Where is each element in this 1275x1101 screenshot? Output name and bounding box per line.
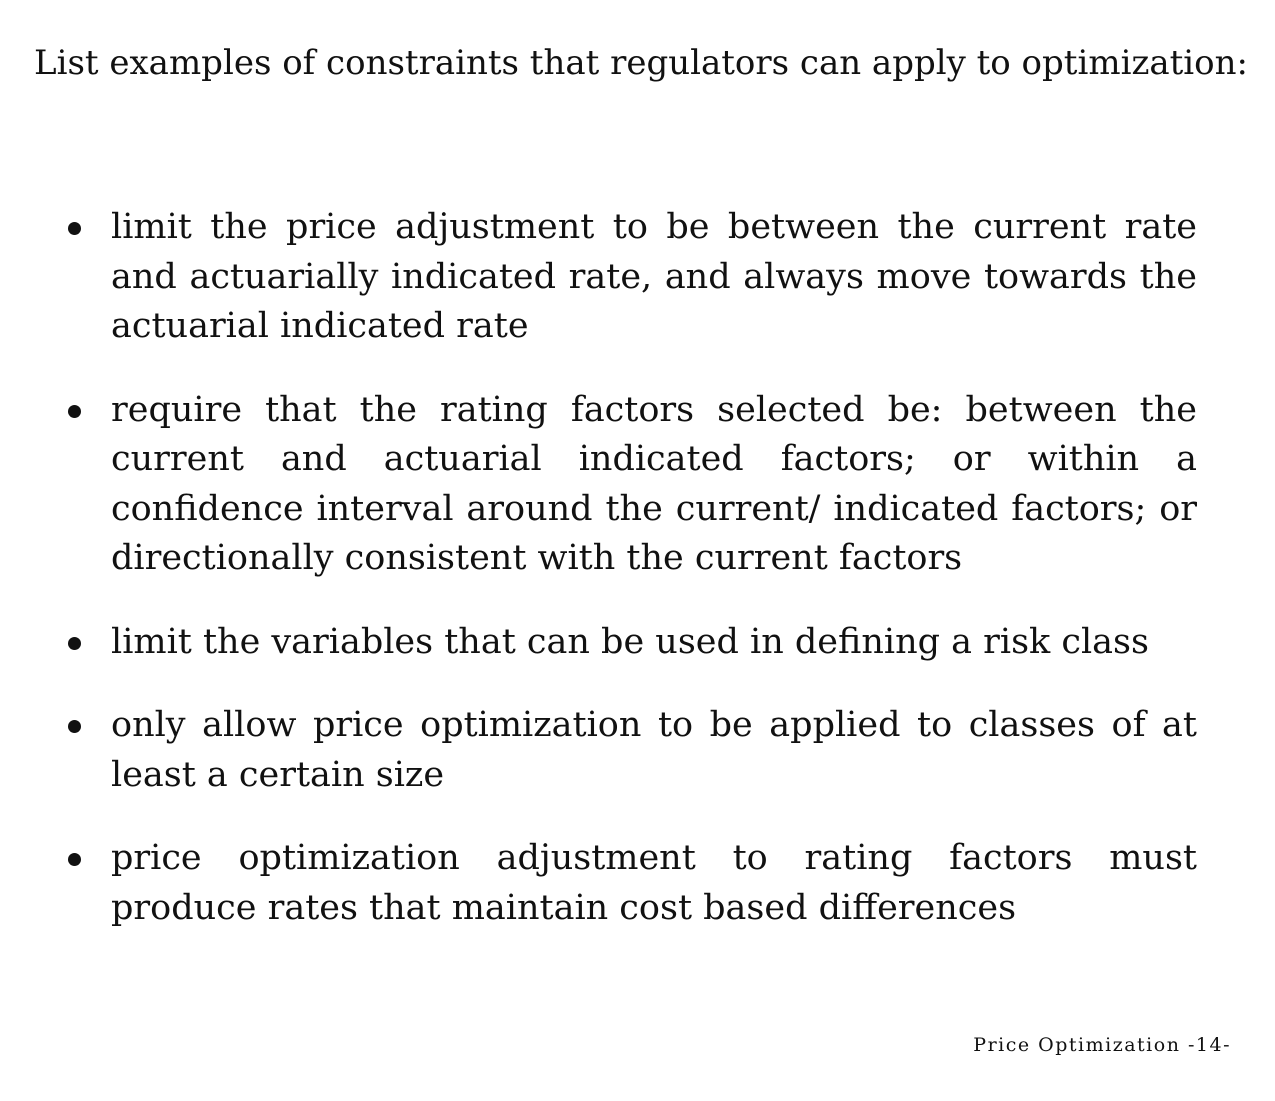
bullet-icon — [68, 720, 81, 733]
question-text: List examples of constraints that regulators can apply to optimization: — [34, 43, 1248, 83]
list-item — [0, 701, 1197, 800]
bullet-text: only allow price optimization to be applied to classes of at least a certain size — [111, 705, 1197, 795]
list-item — [0, 618, 1197, 668]
bullet-text: limit the variables that can be used in defining a risk class — [111, 621, 1149, 662]
page-footer: Price Optimization -14- — [973, 1034, 1231, 1056]
bullet-icon — [68, 637, 81, 650]
bullet-icon — [68, 222, 81, 235]
list-item — [0, 203, 1197, 352]
list-item — [0, 834, 1197, 933]
bullet-icon — [68, 405, 81, 418]
bullet-icon — [68, 853, 81, 866]
bullet-list — [0, 203, 1275, 967]
bullet-text: limit the price adjustment to be between the current rate and actuarially indicated rate, and always move towards the actuarial indicated rate — [111, 207, 1197, 346]
bullet-text: require that the rating factors selected be: between the current and actuarial indicated factors; or within a confidence interval around the current/ indicated factors; or directionally consistent with the current factors — [111, 389, 1197, 578]
list-item — [0, 386, 1197, 584]
bullet-text: price optimization adjustment to rating factors must produce rates that maintain cost based differences — [111, 838, 1197, 928]
